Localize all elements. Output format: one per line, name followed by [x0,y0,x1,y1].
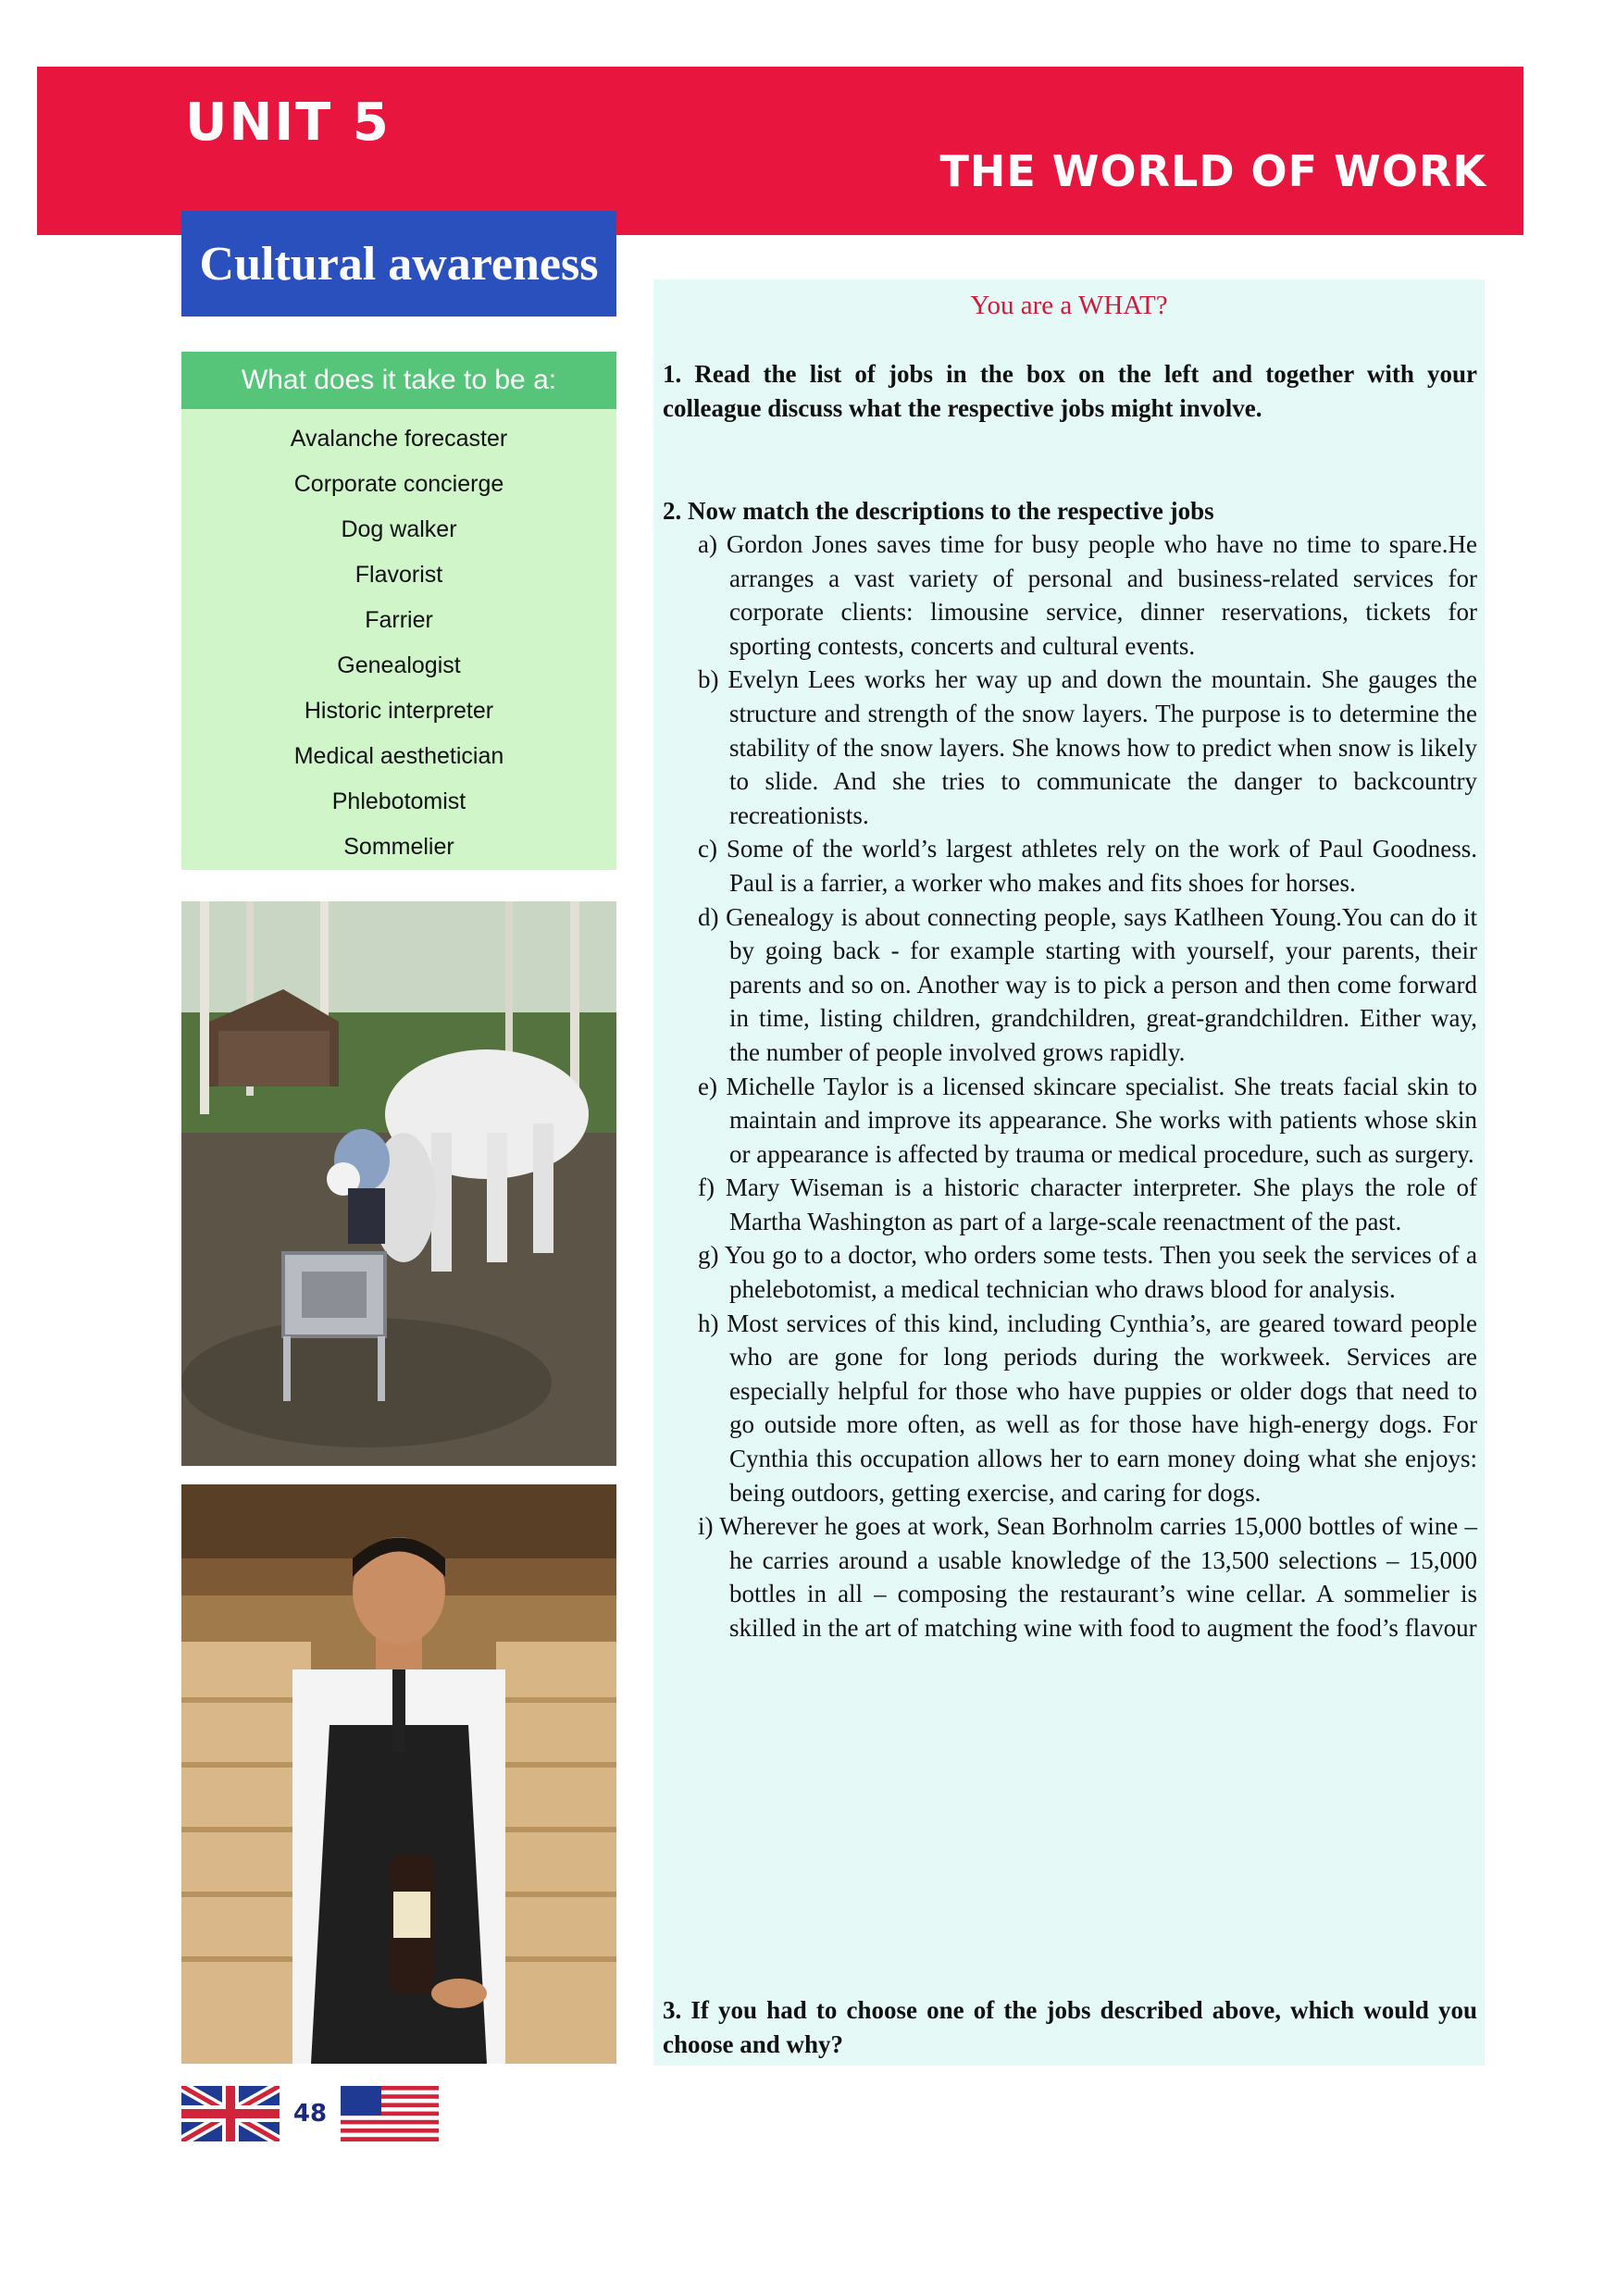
job-item: Dog walker [341,516,457,542]
jobs-list [181,409,616,870]
description-item: f) Mary Wiseman is a historic character interpreter. She plays the role of Martha Washington as part of a large-scale reenactment of the past. [698,1173,1477,1235]
description-item: b) Evelyn Lees works her way up and down the mountain. She gauges the structure and strength of the snow layers. The purpose is to determine the stability of the snow layers. She knows how to predict when snow is likely to slide. And she tries to communicate the danger to backcountry recreationists. [698,665,1477,829]
page-number: 48 [280,2086,341,2141]
farrier-photo [181,901,616,1466]
description-item: g) You go to a doctor, who orders some tests. Then you seek the services of a phelebotomist, a medical technician who draws blood for analysis. [698,1241,1477,1304]
question-3: 3. If you had to choose one of the jobs described above, which would you choose and why? [663,1996,1477,2058]
description-item: a) Gordon Jones saves time for busy people who have no time to spare.He arranges a vast variety of personal and business-related services for corporate clients: limousine service, dinner reservations, tickets for sporting contests, concerts and cultural events. [698,530,1477,660]
job-item: Avalanche forecaster [290,426,508,452]
job-item: Corporate concierge [293,471,504,497]
unit-title: THE WORLD OF WORK [939,146,1486,196]
jobs-box-heading: What does it take to be a: [241,365,557,395]
job-item: Sommelier [343,834,454,860]
job-item: Farrier [365,607,433,633]
description-item: c) Some of the world’s largest athletes rely on the work of Paul Goodness. Paul is a farrier, a worker who makes and fits shoes for horses. [698,835,1477,897]
unit-label: UNIT 5 [185,93,391,153]
job-item: Medical aesthetician [293,743,504,769]
uk-flag-icon [181,2086,280,2141]
job-item: Genealogist [337,652,461,678]
sommelier-photo [181,1484,616,2064]
question-1: 1. Read the list of jobs in the box on the left and together with your colleague discuss what the respective jobs might involve. [663,360,1477,422]
job-item: Phlebotomist [331,788,466,814]
description-item: h) Most services of this kind, including Cynthia’s, are geared toward people who are gone for long periods during the workweek. Services are especially helpful for those who have puppies or older dogs that need to go outside more often, as well as for those have high-energy dogs. For Cynthia this occupation allows her to earn money doing what she enjoys: being outdoors, getting exercise, and caring for dogs. [698,1309,1477,1507]
job-item: Historic interpreter [304,698,494,724]
description-item: e) Michelle Taylor is a licensed skincare specialist. She treats facial skin to maintain and improve its appearance. She works with patients whose skin or appearance is affected by trauma or medical procedure, such as surgery. [698,1072,1477,1168]
page-footer [181,2086,429,2141]
question-2: 2. Now match the descriptions to the respective jobs [663,497,1214,525]
unit-banner [37,67,1523,235]
section-heading: Cultural awareness [199,237,599,291]
us-flag-icon [341,2086,439,2141]
descriptions-list [698,527,1477,1645]
panel-title: You are a WHAT? [970,291,1168,320]
description-item: i) Wherever he goes at work, Sean Borhnolm carries 15,000 bottles of wine – he carries around a usable knowledge of the 13,500 selections – 15,000 bottles in all – composing the restaurant’s wine cellar. A sommelier is skilled in the art of matching wine with food to augment the food’s flavour [698,1512,1477,1642]
section-heading-box [181,211,616,316]
jobs-box-header [181,352,616,409]
job-item: Flavorist [354,562,443,588]
description-item: d) Genealogy is about connecting people, says Katlheen Young.You can do it by going back - for example starting with yourself, your parents, their parents and so on. Another way is to pick a person and then come forward in time, listing children, grandchildren, great-grandchildren. Either way, the number of people involved grows rapidly. [698,902,1477,1066]
jobs-box [181,352,616,870]
exercise-panel [653,279,1485,2066]
